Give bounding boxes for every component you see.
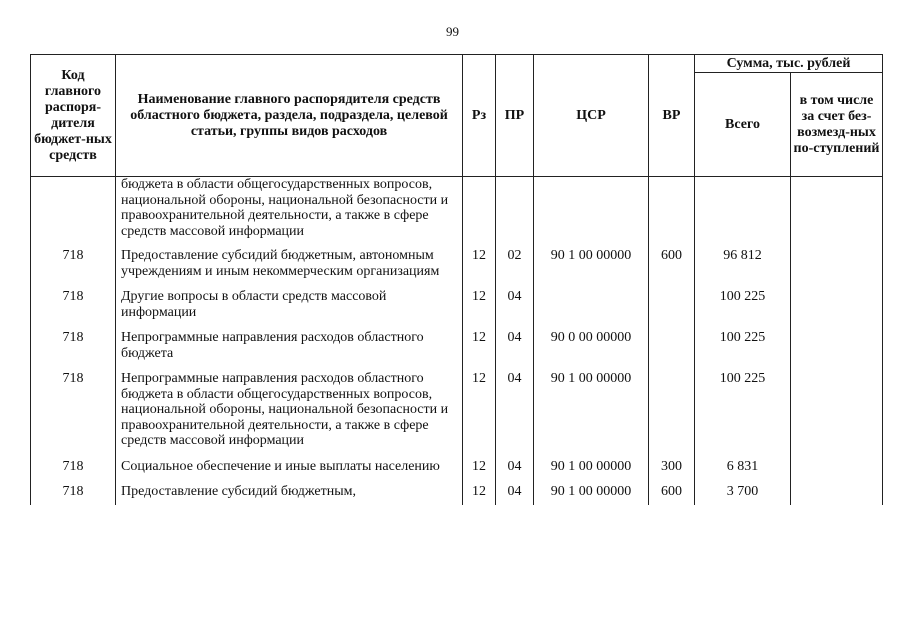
cell-name: Предоставление субсидий бюджетным, (116, 479, 463, 505)
header-csr: ЦСР (534, 55, 649, 177)
table-row (31, 177, 883, 244)
cell-name: Непрограммные направления расходов областного бюджета в области общегосударственных вопросов, национальной обороны, национальной безопасности и правоохранительной деятельности, а также в сфере средств массовой информации (116, 366, 463, 454)
cell-name: бюджета в области общегосударственных вопросов, национальной обороны, национальной безопасности и правоохранительной деятельности, а также в сфере средств массовой информации (116, 177, 463, 244)
cell-vr: 600 (649, 243, 695, 284)
cell-gratuitous (791, 177, 883, 244)
cell-vr (649, 284, 695, 325)
cell-csr (534, 284, 649, 325)
cell-total: 100 225 (695, 325, 791, 366)
cell-rz: 12 (463, 454, 496, 480)
cell-code: 718 (31, 284, 116, 325)
cell-total: 3 700 (695, 479, 791, 505)
cell-pr: 04 (496, 325, 534, 366)
cell-gratuitous (791, 479, 883, 505)
cell-csr: 90 0 00 00000 (534, 325, 649, 366)
cell-csr: 90 1 00 00000 (534, 479, 649, 505)
cell-code: 718 (31, 243, 116, 284)
cell-rz: 12 (463, 243, 496, 284)
cell-vr: 600 (649, 479, 695, 505)
cell-pr: 02 (496, 243, 534, 284)
header-code: Код главного распоря-дителя бюджет-ных средств (31, 55, 116, 177)
cell-gratuitous (791, 325, 883, 366)
cell-name: Социальное обеспечение и иные выплаты населению (116, 454, 463, 480)
cell-pr: 04 (496, 479, 534, 505)
table-row (31, 479, 883, 505)
cell-rz: 12 (463, 479, 496, 505)
cell-rz (463, 177, 496, 244)
cell-name: Другие вопросы в области средств массовой информации (116, 284, 463, 325)
table-row (31, 366, 883, 454)
header-name: Наименование главного распорядителя средств областного бюджета, раздела, подраздела, целевой статьи, группы видов расходов (116, 55, 463, 177)
cell-vr (649, 325, 695, 366)
table-row (31, 284, 883, 325)
table-row (31, 243, 883, 284)
cell-vr (649, 177, 695, 244)
budget-table (30, 54, 883, 505)
header-gratuitous: в том числе за счет без-возмезд-ных по-ступлений (791, 73, 883, 177)
cell-total (695, 177, 791, 244)
cell-pr (496, 177, 534, 244)
cell-csr: 90 1 00 00000 (534, 243, 649, 284)
cell-csr (534, 177, 649, 244)
header-sum-group: Сумма, тыс. рублей (695, 55, 883, 73)
cell-total: 96 812 (695, 243, 791, 284)
cell-total: 6 831 (695, 454, 791, 480)
cell-total: 100 225 (695, 366, 791, 454)
cell-rz: 12 (463, 366, 496, 454)
cell-code: 718 (31, 454, 116, 480)
table-row (31, 454, 883, 480)
cell-code: 718 (31, 479, 116, 505)
cell-code: 718 (31, 366, 116, 454)
cell-pr: 04 (496, 454, 534, 480)
page-number: 99 (446, 24, 459, 39)
cell-total: 100 225 (695, 284, 791, 325)
cell-code (31, 177, 116, 244)
cell-vr (649, 366, 695, 454)
table-row (31, 325, 883, 366)
cell-name: Непрограммные направления расходов областного бюджета (116, 325, 463, 366)
cell-csr: 90 1 00 00000 (534, 454, 649, 480)
header-pr: ПР (496, 55, 534, 177)
cell-name: Предоставление субсидий бюджетным, автономным учреждениям и иным некоммерческим организациям (116, 243, 463, 284)
cell-gratuitous (791, 284, 883, 325)
cell-gratuitous (791, 366, 883, 454)
header-total: Всего (695, 73, 791, 177)
cell-pr: 04 (496, 366, 534, 454)
cell-gratuitous (791, 243, 883, 284)
cell-gratuitous (791, 454, 883, 480)
cell-rz: 12 (463, 284, 496, 325)
cell-vr: 300 (649, 454, 695, 480)
header-vr: ВР (649, 55, 695, 177)
header-rz: Рз (463, 55, 496, 177)
cell-code: 718 (31, 325, 116, 366)
cell-pr: 04 (496, 284, 534, 325)
cell-csr: 90 1 00 00000 (534, 366, 649, 454)
cell-rz: 12 (463, 325, 496, 366)
